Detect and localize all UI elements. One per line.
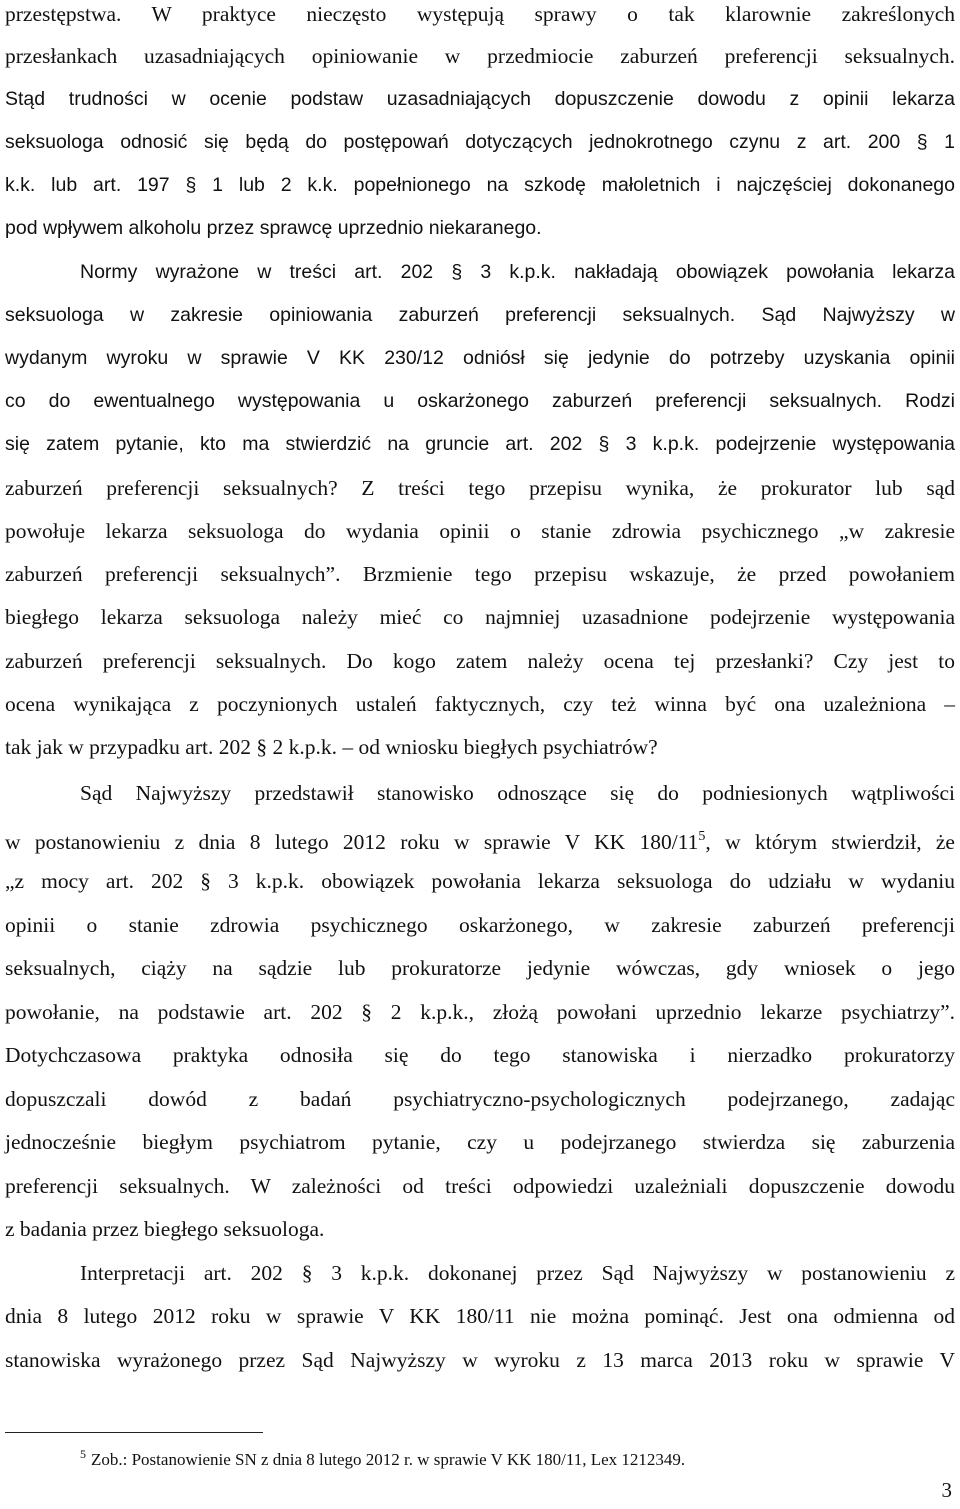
text-line: preferencji seksualnych. W zależności od treści odpowiedzi uzależniali dopuszczenie dowodu <box>5 1174 955 1198</box>
text-line: z badania przez biegłego seksuologa. <box>5 1217 325 1241</box>
text-line: przestępstwa. W praktyce nieczęsto występują sprawy o tak klarownie zakreślonych <box>5 2 955 26</box>
text-line: dopuszczali dowód z badań psychiatryczno-psychologicznych podejrzanego, zadając <box>5 1087 955 1111</box>
text-line: jednocześnie biegłym psychiatrom pytanie, czy u podejrzanego stwierdza się zaburzenia <box>5 1130 955 1154</box>
text-line: dnia 8 lutego 2012 roku w sprawie V KK 180/11 nie można pominąć. Jest ona odmienna od <box>5 1304 955 1328</box>
text-line: Dotychczasowa praktyka odnosiła się do tego stanowiska i nierzadko prokuratorzy <box>5 1043 955 1067</box>
footnote <box>80 1442 685 1472</box>
footnote-divider <box>5 1432 263 1433</box>
text-line: Sąd Najwyższy przedstawił stanowisko odnoszące się do podniesionych wątpliwości <box>80 781 955 805</box>
text-line: pod wpływem alkoholu przez sprawcę uprzednio niekaranego. <box>5 217 542 239</box>
text-line: co do ewentualnego występowania u oskarżonego zaburzeń preferencji seksualnych. Rodzi <box>5 390 955 412</box>
text-line: „z mocy art. 202 § 3 k.p.k. obowiązek powołania lekarza seksuologa do udziału w wydaniu <box>5 869 955 893</box>
text-line: opinii o stanie zdrowia psychicznego oskarżonego, w zakresie zaburzeń preferencji <box>5 913 955 937</box>
page-number: 3 <box>941 1478 952 1502</box>
text-line <box>5 823 955 854</box>
text-line: wydanym wyroku w sprawie V KK 230/12 odniósł się jedynie do potrzeby uzyskania opinii <box>5 347 955 369</box>
text-line: biegłego lekarza seksuologa należy mieć co najmniej uzasadnione podejrzenie występowania <box>5 605 955 629</box>
text-line: zaburzeń preferencji seksualnych? Z treści tego przepisu wynika, że prokurator lub sąd <box>5 476 955 500</box>
text-line: seksuologa w zakresie opiniowania zaburzeń preferencji seksualnych. Sąd Najwyższy w <box>5 304 955 326</box>
text-line: k.k. lub art. 197 § 1 lub 2 k.k. popełnionego na szkodę małoletnich i najczęściej dokonanego <box>5 174 955 196</box>
text-line-part: , w którym stwierdził, że <box>705 830 955 854</box>
text-line: powołuje lekarza seksuologa do wydania opinii o stanie zdrowia psychicznego „w zakresie <box>5 519 955 543</box>
text-line: seksualnych, ciąży na sądzie lub prokuratorze jedynie wówczas, gdy wniosek o jego <box>5 956 955 980</box>
text-line: seksuologa odnosić się będą do postępowań dotyczących jednokrotnego czynu z art. 200 § 1 <box>5 131 955 153</box>
text-line: się zatem pytanie, kto ma stwierdzić na gruncie art. 202 § 3 k.p.k. podejrzenie występowania <box>5 433 955 455</box>
footnote-text: Zob.: Postanowienie SN z dnia 8 lutego 2012 r. w sprawie V KK 180/11, Lex 1212349. <box>91 1450 686 1469</box>
text-line: zaburzeń preferencji seksualnych”. Brzmienie tego przepisu wskazuje, że przed powołaniem <box>5 562 955 586</box>
footnote-number: 5 <box>80 1447 86 1461</box>
text-line: ocena wynikająca z poczynionych ustaleń faktycznych, czy też winna być ona uzależniona – <box>5 692 955 716</box>
text-line: Normy wyrażone w treści art. 202 § 3 k.p.k. nakładają obowiązek powołania lekarza <box>80 261 955 283</box>
text-line: stanowiska wyrażonego przez Sąd Najwyższy w wyroku z 13 marca 2013 roku w sprawie V <box>5 1348 955 1372</box>
text-line: przesłankach uzasadniających opiniowanie w przedmiocie zaburzeń preferencji seksualnych. <box>5 44 955 68</box>
text-line: tak jak w przypadku art. 202 § 2 k.p.k. – od wniosku biegłych psychiatrów? <box>5 735 658 759</box>
text-line: Interpretacji art. 202 § 3 k.p.k. dokonanej przez Sąd Najwyższy w postanowieniu z <box>80 1261 955 1285</box>
footnote-ref: 5 <box>698 829 706 844</box>
text-line: powołanie, na podstawie art. 202 § 2 k.p.k., złożą powołani uprzednio lekarze psychiatrzy”. <box>5 1000 955 1024</box>
text-line: zaburzeń preferencji seksualnych. Do kogo zatem należy ocena tej przesłanki? Czy jest to <box>5 649 955 673</box>
text-line: Stąd trudności w ocenie podstaw uzasadniających dopuszczenie dowodu z opinii lekarza <box>5 88 955 110</box>
text-line-part: w postanowieniu z dnia 8 lutego 2012 roku w sprawie V KK 180/11 <box>5 830 699 854</box>
